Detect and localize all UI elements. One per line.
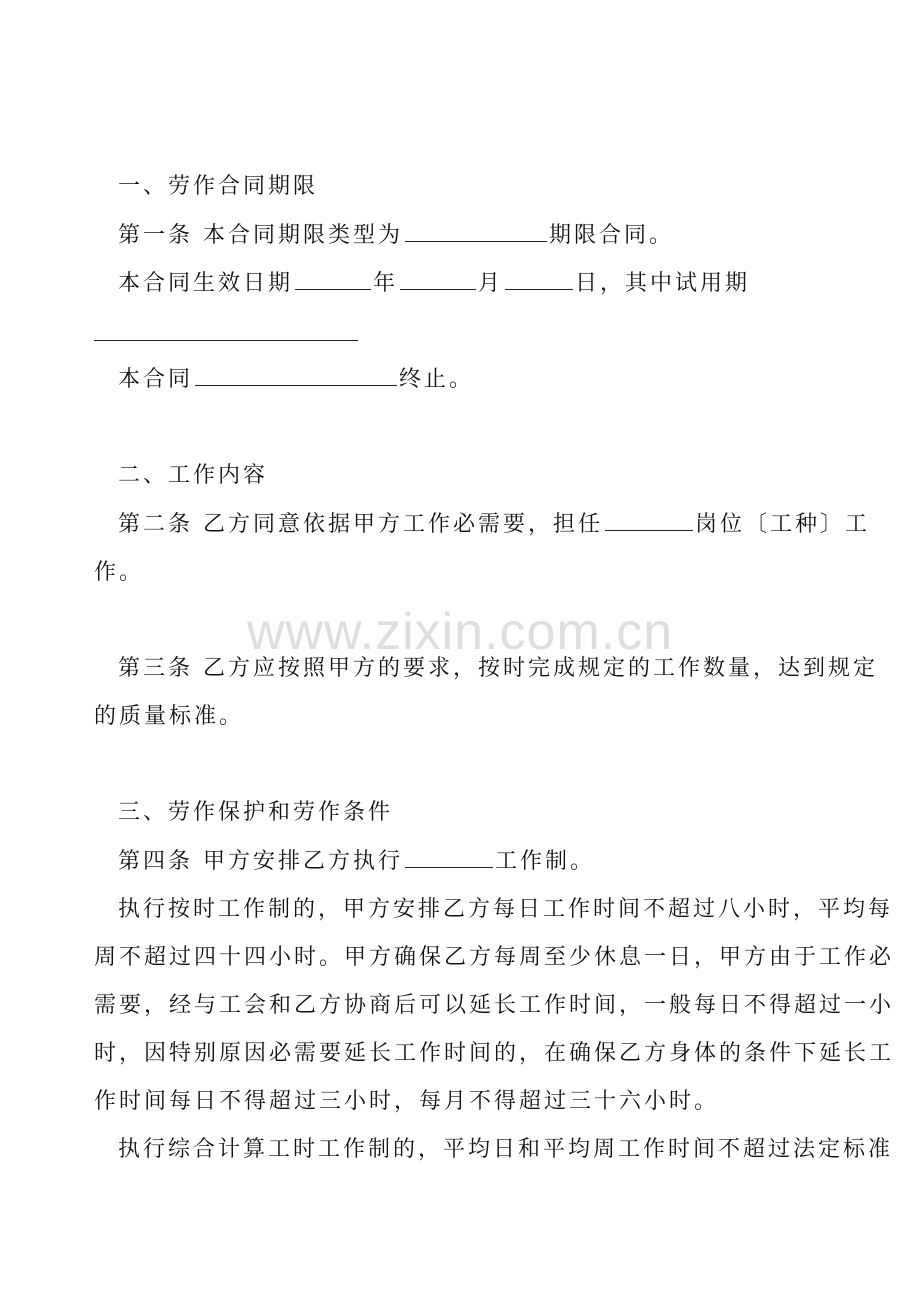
section-2-heading: 二、工作内容 <box>118 463 269 488</box>
article-4 <box>0 847 920 877</box>
year-label: 年 <box>373 271 399 296</box>
paragraph-2-line-1: 执行综合计算工时工作制的，平均日和平均周工作时间不超过法定标准 <box>118 1137 894 1162</box>
paragraph-1-line-2: 周不超过四十四小时。甲方确保乙方每周至少休息一日，甲方由于工作必 <box>94 945 895 970</box>
watermark: www.zixin.com.cn <box>246 603 674 661</box>
article-1-prefix: 第一条 本合同期限类型为 <box>118 223 403 248</box>
section-1-heading: 一、劳作合同期限 <box>118 174 319 199</box>
day-suffix: 日，其中试用期 <box>575 271 751 296</box>
article-1 <box>0 221 920 251</box>
article-2-prefix: 第二条 乙方同意依据甲方工作必需要，担任 <box>118 512 603 537</box>
article-1-suffix: 期限合同。 <box>549 223 675 248</box>
effective-date-line <box>0 269 920 299</box>
contract-type-blank[interactable] <box>405 221 547 242</box>
end-suffix: 终止。 <box>399 367 475 392</box>
month-blank[interactable] <box>400 269 476 290</box>
article-2-suffix: 岗位〔工种〕工 <box>695 512 871 537</box>
article-2 <box>0 510 920 540</box>
paragraph-1-line-3: 需要，经与工会和乙方协商后可以延长工作时间，一般每日不得超过一小 <box>94 993 895 1018</box>
article-3-line-1: 第三条 乙方应按照甲方的要求，按时完成规定的工作数量，达到规定 <box>118 656 878 681</box>
section-3-heading: 三、劳作保护和劳作条件 <box>118 800 394 825</box>
end-prefix: 本合同 <box>118 367 194 392</box>
end-date-line <box>0 365 920 395</box>
article-2-continued: 作。 <box>94 560 145 585</box>
article-4-prefix: 第四条 甲方安排乙方执行 <box>118 849 403 874</box>
year-blank[interactable] <box>295 269 371 290</box>
effective-date-prefix: 本合同生效日期 <box>118 271 294 296</box>
article-3-line-2: 的质量标准。 <box>94 704 245 729</box>
probation-blank[interactable] <box>94 340 358 341</box>
month-label: 月 <box>478 271 504 296</box>
position-blank[interactable] <box>605 510 693 531</box>
paragraph-1-line-1: 执行按时工作制的，甲方安排乙方每日工作时间不超过八小时，平均每 <box>118 897 894 922</box>
article-4-suffix: 工作制。 <box>495 849 596 874</box>
paragraph-1-line-5: 作时间每日不得超过三小时，每月不得超过三十六小时。 <box>94 1089 720 1114</box>
end-date-blank[interactable] <box>195 365 397 386</box>
day-blank[interactable] <box>505 269 573 290</box>
paragraph-1-line-4: 时，因特别原因必需要延长工作时间的，在确保乙方身体的条件下延长工 <box>94 1041 895 1066</box>
work-system-blank[interactable] <box>405 847 493 868</box>
